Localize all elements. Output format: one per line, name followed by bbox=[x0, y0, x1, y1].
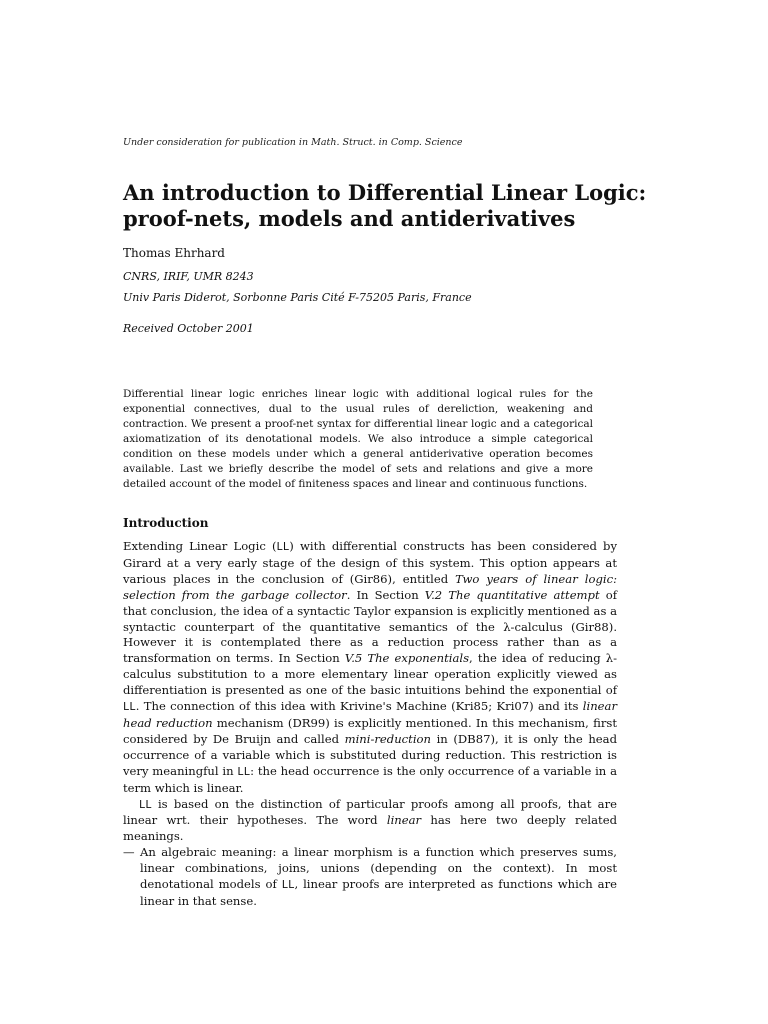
text-run: . In Section bbox=[346, 587, 425, 602]
italic-section: V.5 The exponentials bbox=[344, 651, 470, 666]
ll-abbrev: LL bbox=[237, 765, 251, 778]
running-head: Under consideration for publication in Math. Struct. in Comp. Science bbox=[123, 137, 463, 148]
italic-term: linear head reduction bbox=[123, 699, 617, 730]
intro-paragraph-2 bbox=[123, 797, 617, 846]
text-run: ) with differential constructs has been considered by Girard at a very early stage of the design of this system. This option appears at various places in the conclusion of (Gir86), entitled bbox=[123, 539, 617, 586]
text-run: of that conclusion, the idea of a syntactic Taylor expansion is explicitly mentioned as a syntactic counterpart of the quantitative semantics of the λ-calculus (Gir88). However it is contemplated there as a reduction process rather than as a transformation on terms. In Section bbox=[123, 587, 618, 666]
ll-abbrev: LL bbox=[139, 798, 152, 811]
text-run: Extending Linear Logic ( bbox=[123, 539, 277, 553]
received-date: Received October 2001 bbox=[123, 322, 254, 335]
text-run: . The connection of this idea with Krivine's Machine (Kri85; Kri07) and its bbox=[135, 699, 583, 714]
text-run: mechanism (DR99) is explicitly mentioned. In this mechanism, first considered by De Bruijn and called bbox=[123, 715, 617, 746]
italic-title: Two years of linear logic: selection from the garbage collector bbox=[123, 571, 617, 602]
introduction-body bbox=[123, 539, 617, 910]
affiliation-2: Univ Paris Diderot, Sorbonne Paris Cité F-75205 Paris, France bbox=[123, 291, 472, 304]
abstract: Differential linear logic enriches linear logic with additional logical rules for the exponential connectives, dual to the usual rules of dereliction, weakening and contraction. We present a proof-net syntax for differential linear logic and a categorical axiomatization of its denotational models. We also introduce a simple categorical condition on these models under which a general antiderivative operation becomes available. Last we briefly describe the model of sets and relations and give a more detailed account of the model of finiteness spaces and linear and continuous functions. bbox=[123, 388, 593, 490]
text-run: , linear proofs are interpreted as functions which are linear in that sense. bbox=[140, 877, 617, 908]
ll-abbrev: LL bbox=[276, 541, 290, 553]
text-run: in (DB87), it is only the head occurrence of a variable which is substituted during reduction. This restriction is very meaningful in bbox=[123, 731, 617, 778]
author-name: Thomas Ehrhard bbox=[123, 246, 225, 260]
text-run: , the idea of reducing λ-calculus substitution to a more elementary linear operation explicitly viewed as differentiation is presented as one of the basic intuitions behind the exponential of bbox=[123, 651, 618, 698]
title-line-2: proof-nets, models and antiderivatives bbox=[123, 206, 576, 231]
text-run: has here two deeply related meanings. bbox=[123, 813, 617, 844]
intro-paragraph-1 bbox=[123, 539, 617, 797]
ll-abbrev: LL bbox=[281, 879, 295, 892]
text-run: An algebraic meaning: a linear morphism is a function which preserves sums, linear combinations, joins, unions (depending on the context). In most denotational models of bbox=[140, 845, 617, 892]
ll-abbrev: LL bbox=[123, 701, 136, 714]
text-run: : the head occurrence is the only occurrence of a variable in a term which is linear. bbox=[123, 763, 617, 795]
italic-section: V.2 The quantitative attempt bbox=[424, 587, 600, 602]
italic-term: linear bbox=[386, 813, 422, 828]
text-run: is based on the distinction of particular proofs among all proofs, that are linear wrt. their hypotheses. The word bbox=[123, 796, 617, 828]
paper-title bbox=[123, 180, 683, 232]
title-line-1: An introduction to Differential Linear Logic: bbox=[123, 180, 647, 205]
italic-term: mini-reduction bbox=[344, 731, 431, 746]
affiliation-1: CNRS, IRIF, UMR 8243 bbox=[123, 270, 254, 283]
bullet-dash: — bbox=[123, 845, 135, 860]
section-heading-introduction: Introduction bbox=[123, 516, 209, 530]
bullet-item-algebraic bbox=[123, 845, 617, 910]
